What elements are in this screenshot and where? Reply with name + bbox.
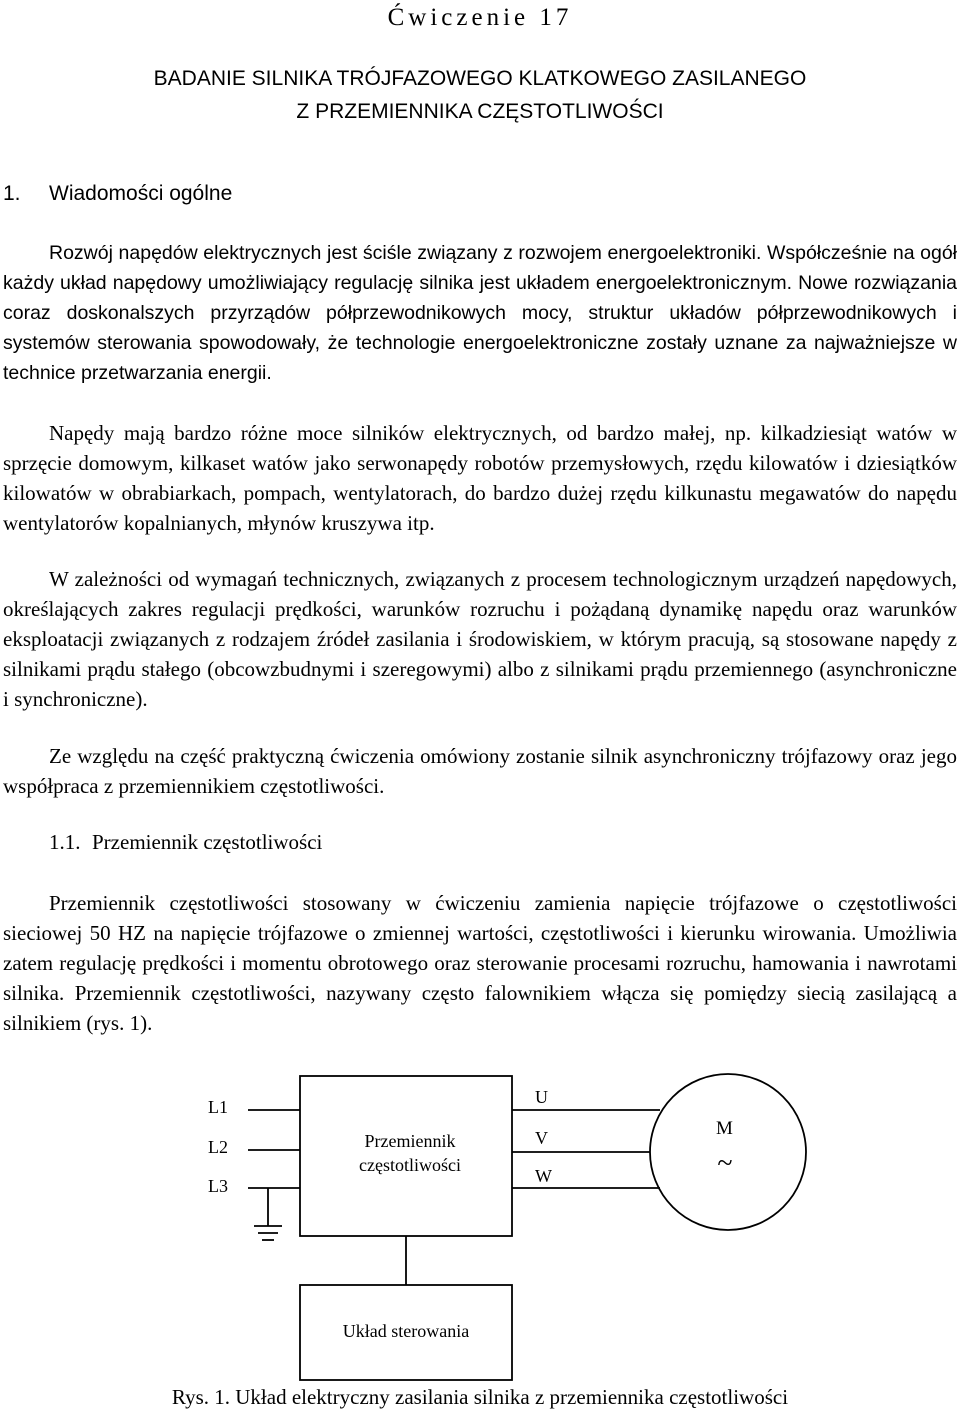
figure-caption: Rys. 1. Układ elektryczny zasilania silnika z przemiennika częstotliwości <box>171 1385 789 1409</box>
paragraph-subsection: Przemiennik częstotliwości stosowany w ćwiczeniu zamienia napięcie trójfazowe o częstotliwości sieciowej 50 HZ na napięcie trójfazowe o zmiennej wartości, częstotliwości i kierunku wirowania. Umożliwia zatem regulację prędkości i momentu obrotowego oraz sterowanie procesami rozruchu, hamowania i nawrotami silnika. Przemiennik częstotliwości, nazywany często falownikiem włącza się pomiędzy siecią zasilającą a silnikiem (rys. 1). <box>3 891 957 1035</box>
output-label-u: U <box>535 1087 548 1107</box>
converter-label-line-1: Przemiennik <box>364 1131 456 1151</box>
section-number: 1. <box>3 182 21 205</box>
input-label-l3: L3 <box>208 1176 228 1196</box>
heading-line-1: BADANIE SILNIKA TRÓJFAZOWEGO KLATKOWEGO ZASILANEGO <box>153 67 807 90</box>
input-label-l2: L2 <box>208 1137 228 1157</box>
circuit-diagram <box>0 1060 960 1390</box>
paragraph-1: Rozwój napędów elektrycznych jest ściśle związany z rozwojem energoelektroniki. Współcześnie na ogół każdy układ napędowy umożliwiający regulację silnika jest układem energoelektronicznym. Nowe rozwiązania coraz doskonalszych przyrządów półprzewodnikowych mocy, struktur układów półprzewodnikowych i systemów sterowania spowodowały, że technologie energoelektroniczne zostały uznane za najważniejsze w technice przetwarzania energii. <box>3 242 957 384</box>
subsection-number: 1.1. <box>49 830 81 854</box>
heading-line-2: Z PRZEMIENNIKA CZĘSTOTLIWOŚCI <box>296 100 664 123</box>
section-title: Wiadomości ogólne <box>49 182 233 205</box>
paragraph-3: W zależności od wymagań technicznych, związanych z procesem technologicznym urządzeń napędowych, określających zakres regulacji prędkości, warunków rozruchu i pożądaną dynamikę napędu oraz warunków eksploatacji związanych z rodzajem źródeł zasilania i środowiskiem, w którym pracują, są stosowane napędy z silnikami prądu stałego (obcowzbudnymi i szeregowymi) albo z silnikami prądu przemiennego (asynchroniczne i synchroniczne). <box>3 567 957 711</box>
motor-ac-symbol: ~ <box>717 1148 733 1179</box>
subsection-title: Przemiennik częstotliwości <box>92 830 323 854</box>
output-label-w: W <box>535 1166 552 1186</box>
input-label-l1: L1 <box>208 1097 228 1117</box>
control-label: Układ sterowania <box>342 1321 470 1341</box>
page-title: Ćwiczenie 17 <box>387 4 573 31</box>
paragraph-2: Napędy mają bardzo różne moce silników elektrycznych, od bardzo małej, np. kilkadziesiąt watów w sprzęcie domowym, kilkaset watów jako serwonapędy robotów przemysłowych, rzędu kilowatów i dziesiątków kilowatów w obrabiarkach, pompach, wentylatorach, do bardzo dużej rzędu kilkunastu megawatów do napędu wentylatorów kopalnianych, młynów kruszywa itp. <box>3 421 957 535</box>
converter-label-line-2: częstotliwości <box>359 1155 461 1175</box>
output-label-v: V <box>535 1128 548 1148</box>
motor-label: M <box>716 1118 733 1139</box>
paragraph-4: Ze względu na część praktyczną ćwiczenia omówiony zostanie silnik asynchroniczny trójfazowy oraz jego współpraca z przemiennikiem częstotliwości. <box>3 744 957 798</box>
